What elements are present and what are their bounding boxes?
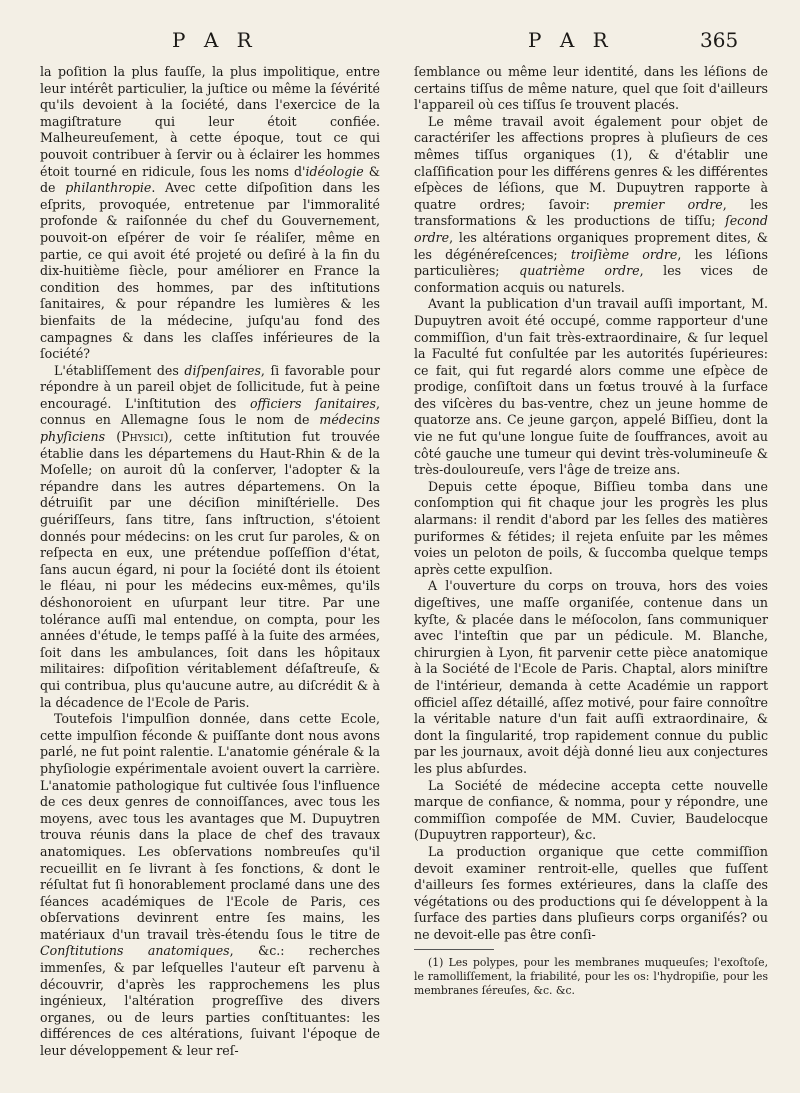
paragraph: La Société de médecine accepta cette nouvelle marque de confiance, & nomma, pour y répondre, une commiſſion compoſée de MM. Cuvier, Baudelocque (Dupuytren rapporteur), &c. — [414, 777, 768, 843]
right-column — [414, 64, 768, 998]
paragraph: la poſition la plus fauſſe, la plus impolitique, entre leur intérêt particulier, la juſtice ou même la ſévérité qu'ils devoient à la ſociété, dans l'exercice de la magiſtrature qui leur étoit confiée. Malheureuſement, à cette époque, tout ce qui pouvoit contribuer à ſervir ou à éclairer les hommes étoit tourné en ridicule, ſous les noms d'idéologie & de philanthropie. Avec cette diſpoſition dans les eſprits, provoquée, entretenue par l'immoralité profonde & raiſonnée du chef du Gouvernement, pouvoit-on eſpérer de voir ſe réaliſer, même en partie, ce qui avoit été projeté ou deſiré à la fin du dix-huitième ſiècle, pour améliorer en France la condition des hommes, par des inſtitutions ſanitaires, & pour répandre les lumières & les bienfaits de la médecine, juſqu'au fond des campagnes & dans les claſſes inférieures de la ſociété? — [40, 64, 380, 362]
paragraph: La production organique que cette commiſſion devoit examiner rentroit-elle, quelles que fuſſent d'ailleurs ſes formes extérieures, dans la claſſe des végétations ou des productions qui ſe développent à la ſurface des parties dans pluſieurs corps organiſés? ou ne devoit-elle pas être conſi- — [414, 843, 768, 942]
paragraph: Le même travail avoit également pour objet de caractériſer les affections propres à pluſieurs de ces mêmes tiſſus organiques (1), & d'établir une claſſification pour les différens genres & les différentes eſpèces de léſions, que M. Dupuytren rapporte à quatre ordres; ſavoir: premier ordre, les transformations & les productions de tiſſu; ſecond ordre, les altérations organiques proprement dites, & les dégénéreſcences; troiſième ordre, les léſions particulières; quatrième ordre, les vices de conformation acquis ou naturels. — [414, 113, 769, 295]
running-header — [0, 28, 800, 62]
running-title-left: P A R — [172, 28, 258, 52]
paragraph: Depuis cette époque, Biſſieu tomba dans une conſomption qui fit chaque jour les progrès les plus alarmans: il rendit d'abord par les ſelles des matières puriformes & fétides; il rejeta enſuite par les mêmes voies un peloton de poils, & ſuccomba quelque temps après cette expulſion. — [414, 478, 768, 577]
paragraph: Toutefois l'impulſion donnée, dans cette Ecole, cette impulſion féconde & puiſſante dont nous avons parlé, ne fut point ralentie. L'anatomie générale & la phyſiologie expérimentale avoient ouvert la carrière. L'anatomie pathologique fut cultivée ſous l'influence de ces deux genres de connoiſſances, avec tous les moyens, avec tous les avantages que M. Dupuytren trouva réunis dans la place de chef des travaux anatomiques. Les obſervations nombreuſes qu'il recueillit en ſe livrant à ſes fonctions, & dont le réſultat fut ſi honorablement proclamé dans une des ſéances académiques de l'Ecole de Paris, ces obſervations devinrent entre ſes mains, les matériaux d'un travail très-étendu ſous le titre de Conſtitutions anatomiques, &c.: recherches immenſes, & par leſquelles l'auteur eſt parvenu à découvrir, d'après les rapprochemens les plus ingénieux, l'altération progreſſive des divers organes, ou de leurs parties conſtituantes: les différences de ces altérations, ſuivant l'époque de leur développement & leur reſ- — [40, 711, 381, 1059]
paragraph: Avant la publication d'un travail auſſi important, M. Dupuytren avoit été occupé, comme rapporteur d'une commiſſion, d'un fait très-extraordinaire, & ſur lequel la Faculté fut conſultée par les autorités ſupérieures: ce fait, qui fut regardé alors comme une eſpèce de prodige, conſiſtoit dans un fœtus trouvé à la ſurface des viſcères du bas-ventre, chez un jeune homme de quatorze ans. Ce jeune garçon, appelé Biſſieu, dont la vie ne fut qu'une longue ſuite de ſouffrances, avoit au côté gauche une tumeur qui devint très-volumineuſe & très-douloureuſe, vers l'âge de treize ans. — [414, 296, 768, 478]
paragraph: L'établiſſement des diſpenſaires, ſi favorable pour répondre à un pareil objet de ſollicitude, fut à peine encouragé. L'inſtitution des officiers ſanitaires, connus en Allemagne ſous le nom de médecins phyſiciens (Physici), cette inſtitution fut trouvée établie dans les départemens du Haut-Rhin & de la Moſelle; on auroit dû la conſerver, l'adopter & la répandre dans les autres départemens. On la détruiſit par une déciſion miniſtérielle. Des guériſſeurs, ſans titre, ſans inſtruction, s'étoient donnés pour médecins: on les crut ſur paroles, & on reſpecta en eux, une prétendue poſſeſſion d'état, ſans aucun égard, ni pour la ſociété dont ils étoient le fléau, ni pour les médecins eux-mêmes, qu'ils déshonoroient en uſurpant leur titre. Par une tolérance auſſi mal entendue, on compta, pour les années d'étude, le temps paſſé à la ſuite des armées, ſoit dans les ambulances, ſoit dans les hôpitaux militaires: diſpoſition véritablement déſaſtreuſe, & qui contribua, plus qu'aucune autre, au diſcrédit & à la décadence de l'Ecole de Paris. — [40, 362, 381, 710]
footnote: (1) Les polypes, pour les membranes muqueuſes; l'exoſtoſe, le ramolliſſement, la friabilité, pour les os: l'hydropiſie, pour les membranes ſéreuſes, &c. &c. — [414, 956, 768, 998]
footnote-divider — [414, 949, 494, 950]
paragraph: A l'ouverture du corps on trouva, hors des voies digeſtives, une maſſe organiſée, contenue dans un kyſte, & placée dans le méſocolon, ſans communiquer avec l'inteſtin que par un pédicule. M. Blanche, chirurgien à Lyon, fit parvenir cette pièce anatomique à la Société de l'Ecole de Paris. Chaptal, alors miniſtre de l'intérieur, demanda à cette Académie un rapport officiel aſſez détaillé, aſſez motivé, pour faire connoître la véritable nature d'un fait auſſi extraordinaire, & dont la ſingularité, trop rapidement connue du public par les journaux, avoit déjà donné lieu aux conjectures les plus abſurdes. — [414, 578, 768, 776]
paragraph: ſemblance ou même leur identité, dans les léſions de certains tiſſus de même nature, quel que ſoit d'ailleurs l'appareil où ces tiſſus ſe trouvent placés. — [414, 64, 768, 113]
running-title-right: P A R — [528, 28, 614, 52]
page-number: 365 — [700, 28, 739, 52]
left-column — [40, 64, 380, 1060]
